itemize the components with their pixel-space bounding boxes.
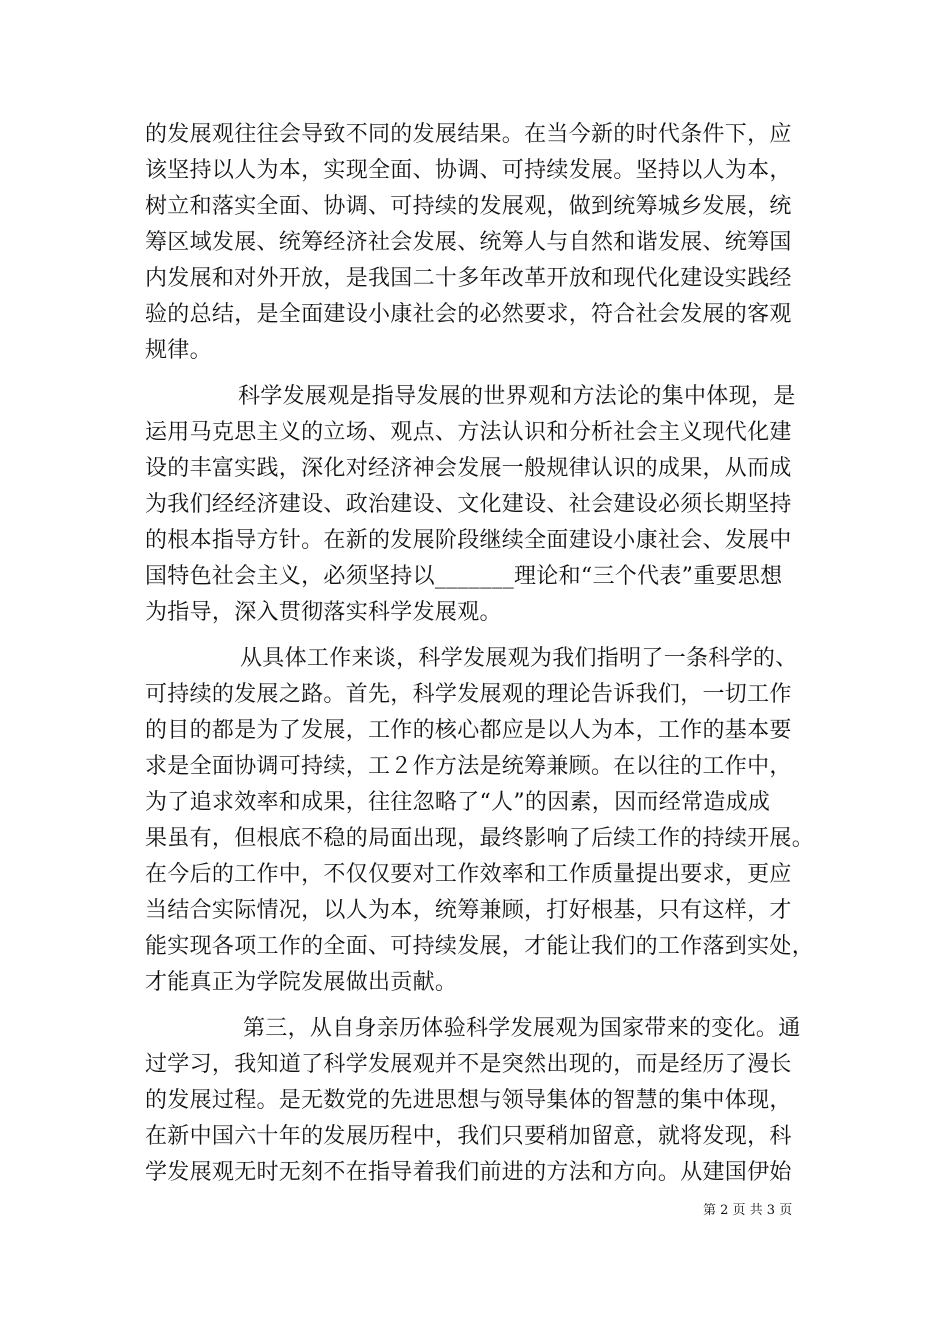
paragraph-3-line-1: 从具体工作来谈，科学发展观为我们指明了一条科学的、 <box>240 646 798 671</box>
paragraph-3-line-10: 才能真正为学院发展做出贡献。 <box>145 970 458 995</box>
paragraph-3-line-8: 当结合实际情况，以人为本，统筹兼顾，打好根基，只有这样，才 <box>145 898 792 923</box>
paragraph-4-line-5: 学发展观无时无刻不在指导着我们前进的方法和方向。从建国伊始 <box>145 1160 792 1185</box>
paragraph-2-line-1: 科学发展观是指导发展的世界观和方法论的集中体现，是 <box>238 384 796 409</box>
paragraph-4-line-2: 过学习，我知道了科学发展观并不是突然出现的，而是经历了漫长 <box>145 1052 792 1077</box>
paragraph-1-line-2: 该坚持以人为本，实现全面、协调、可持续发展。坚持以人为本， <box>145 158 792 183</box>
paragraph-4-line-4: 在新中国六十年的发展历程中，我们只要稍加留意，就将发现，科 <box>145 1124 792 1149</box>
paragraph-2-line-6: 国特色社会主义，必须坚持以_______理论和“三个代表”重要思想 <box>145 564 783 589</box>
paragraph-2-line-2: 运用马克思主义的立场、观点、方法认识和分析社会主义现代化建 <box>145 420 792 445</box>
paragraph-1-line-5: 内发展和对外开放，是我国二十多年改革开放和现代化建设实践经 <box>145 266 792 291</box>
paragraph-3-line-6: 果虽有，但根底不稳的局面出现，最终影响了后续工作的持续开展。 <box>145 826 815 851</box>
paragraph-4-line-3: 的发展过程。是无数党的先进思想与领导集体的智慧的集中体现， <box>145 1088 792 1113</box>
paragraph-2-line-5: 的根本指导方针。在新的发展阶段继续全面建设小康社会、发展中 <box>145 528 792 553</box>
paragraph-3-line-5: 为了追求效率和成果，往往忽略了“人”的因素，因而经常造成成 <box>145 790 771 815</box>
paragraph-1-line-7: 规律。 <box>145 338 212 363</box>
paragraph-3-line-7: 在今后的工作中，不仅仅要对工作效率和工作质量提出要求，更应 <box>145 862 792 887</box>
paragraph-3-line-9: 能实现各项工作的全面、可持续发展，才能让我们的工作落到实处， <box>145 934 815 959</box>
paragraph-2-line-3: 设的丰富实践，深化对经济神会发展一般规律认识的成果，从而成 <box>145 456 792 481</box>
paragraph-3-line-4: 求是全面协调可持续，工２作方法是统筹兼顾。在以往的工作中， <box>145 754 792 779</box>
paragraph-3-line-3: 的目的都是为了发展，工作的核心都应是以人为本，工作的基本要 <box>145 718 792 743</box>
page-number-footer: 第 2 页 共 3 页 <box>703 1203 793 1218</box>
paragraph-4-line-1: 第三，从自身亲历体验科学发展观为国家带来的变化。通 <box>243 1016 801 1041</box>
paragraph-2-line-7: 为指导，深入贯彻落实科学发展观。 <box>145 600 502 625</box>
paragraph-3-line-2: 可持续的发展之路。首先，科学发展观的理论告诉我们，一切工作 <box>145 682 792 707</box>
paragraph-1-line-1: 的发展观往往会导致不同的发展结果。在当今新的时代条件下，应 <box>145 122 792 147</box>
paragraph-1-line-6: 验的总结，是全面建设小康社会的必然要求，符合社会发展的客观 <box>145 302 792 327</box>
paragraph-1-line-3: 树立和落实全面、协调、可持续的发展观，做到统筹城乡发展，统 <box>145 194 792 219</box>
paragraph-1-line-4: 筹区域发展、统筹经济社会发展、统筹人与自然和谐发展、统筹国 <box>145 230 792 255</box>
paragraph-2-line-4: 为我们经经济建设、政治建设、文化建设、社会建设必须长期坚持 <box>145 492 792 517</box>
